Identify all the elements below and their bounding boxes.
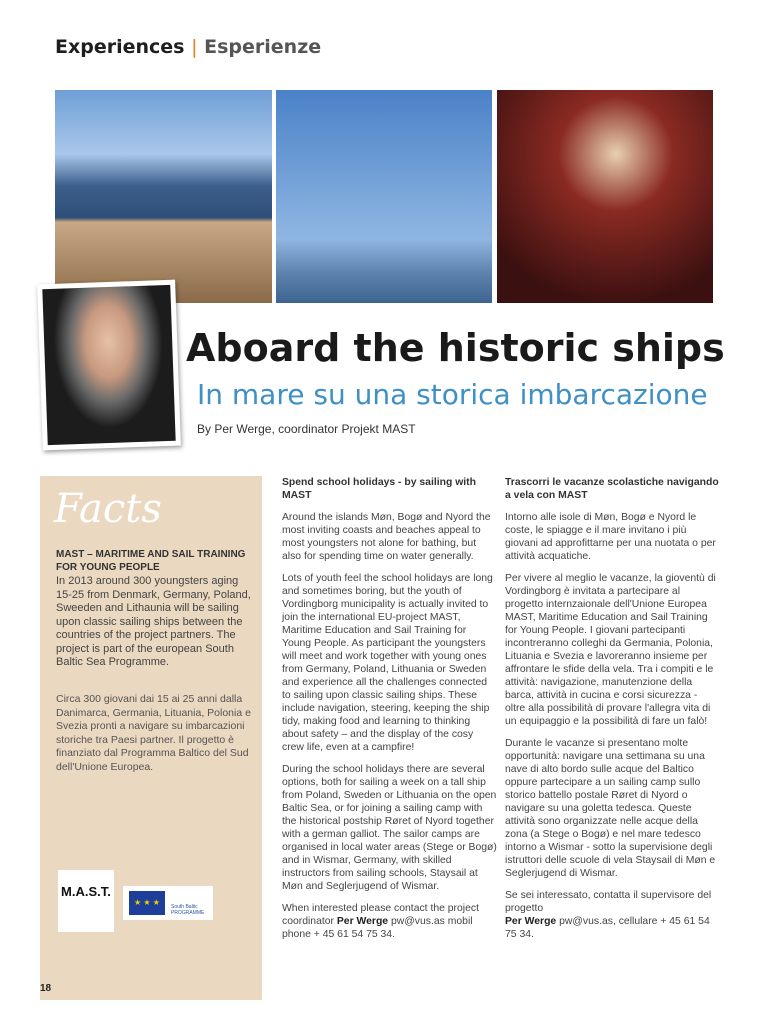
byline: By Per Werge, coordinator Projekt MAST <box>197 422 416 436</box>
separator: | <box>191 36 198 58</box>
eu-south-baltic-logo: ★ ★ ★ South Baltic PROGRAMME <box>123 886 213 920</box>
contact-name: Per Werge <box>505 916 557 927</box>
photo-tall-ship <box>276 90 492 303</box>
paragraph: Durante le vacanze si presentano molte opportunità: navigare una settimana su una nave di alto bordo sulle acque del Baltico oppure partecipare a un sailing camp sullo storico battello postale Røret di Nyord o navigare su una goletta tedesca. Queste attività sono organizzate nelle acque della zona (a Stege o Bogø) e nel mare tedesco intorno a Wismar - sotto la supervisione degli istruttori delle scuole di vela Staysail di Møn e Seglerjugend di Wismar. <box>505 738 716 879</box>
photo-sailboat-deck <box>55 90 272 303</box>
facts-text-it: Circa 300 giovani dai 15 ai 25 anni dalla Danimarca, Germania, Lituania, Polonia e Svezia pronti a navigare su imbarcazioni storiche tra Paesi partner. Il progetto è finanziato dal Programma Baltico del Sud dell'Unione Europea. <box>56 693 251 773</box>
paragraph: During the school holidays there are several options, both for sailing a week on a tall ship from Poland, Sweden or Lithuania on the open Baltic Sea, or for joining a sailing camp with the historical postship Røret of Nyord together with a german galliot. The sailor camps are organised in local water areas (Stege or Bogø) and in Wismar, Germany, with skilled instructors from sailing schools, Staysail at Møn and Seglerjugend of Wismar. <box>282 764 497 892</box>
facts-logo: Facts <box>54 486 162 532</box>
facts-heading: MAST – MARITIME AND SAIL TRAINING FOR YOUNG PEOPLE <box>56 549 246 573</box>
paragraph: Lots of youth feel the school holidays are long and sometimes boring, but the youth of Vordingborg municipality is actually invited to join the international EU-project MAST, Maritime Education and Sail Training for Young People. As participant the youngsters will meet and work together with young ones from Germany, Poland, Lithuania or Sweden and experience all the challenges connected to sailing upon classic sailing ships. These include navigation, steering, keeping the ship tidy, making food and learning to thinking about safety – and the display of the cosy crew life, even at a campfire! <box>282 573 493 753</box>
article-subtitle: In mare su una storica imbarcazione <box>197 378 708 411</box>
lead-en: Spend school holidays - by sailing with MAST <box>282 477 476 501</box>
paragraph: Per vivere al meglio le vacanze, la gioventù di Vordingborg è invitata a partecipare al progetto internzaionale dell'Unione Europea MAST, Maritime Education and Sail Training for Young People. I giovani partecipanti incontreranno colleghi da Germania, Polonia, Lituania e Svezia e lavoreranno insieme per affrontare le sfide della vela. Tra i compiti e le attività: navigazione, manutenzione della barca, attività in cucina e corsi sicurezza - oltre alla possibilità di provare l'allegra vita di un equipaggio e la possibilità di fare un falò! <box>505 573 716 727</box>
facts-text-en: In 2013 around 300 youngsters aging 15-25 from Denmark, Germany, Poland, Sweeden and Lithaunia will be sailing upon classic sailing ships between the countries of the project partners. The project is part of the european South Baltic Sea Programme. <box>56 575 251 668</box>
section-title-en: Experiences <box>55 36 185 58</box>
author-portrait <box>37 280 181 451</box>
mast-logo: M.A.S.T. <box>58 870 114 932</box>
section-title-it: Esperienze <box>204 36 322 58</box>
column-italian <box>505 476 720 950</box>
photo-crew-cabin <box>497 90 713 303</box>
paragraph: Around the islands Møn, Bogø and Nyord the most inviting coasts and beaches appeal to most youngsters not alone for bathing, but also for spending time on water generally. <box>282 512 491 562</box>
page-number: 18 <box>40 983 52 994</box>
article-title: Aboard the historic ships <box>186 326 725 370</box>
eu-flag-icon: ★ ★ ★ <box>129 891 165 915</box>
contact-en: When interested please contact the project coordinator Per Werge pw@vus.as mobil phone + 45 61 54 75 34. <box>282 903 479 940</box>
contact-it: Se sei interessato, contatta il supervisore del progetto Per Werge pw@vus.as, cellulare + 45 61 54 75 34. <box>505 890 712 940</box>
paragraph: Intorno alle isole di Møn, Bogø e Nyord le coste, le spiagge e il mare invitano i più giovani ad approfittarne per una nuotata o per attività acquatiche. <box>505 512 716 562</box>
column-english <box>282 476 497 950</box>
lead-it: Trascorri le vacanze scolastiche navigando a vela con MAST <box>505 477 719 501</box>
facts-box <box>40 476 262 1000</box>
contact-name: Per Werge <box>336 916 389 927</box>
section-title <box>55 36 321 58</box>
